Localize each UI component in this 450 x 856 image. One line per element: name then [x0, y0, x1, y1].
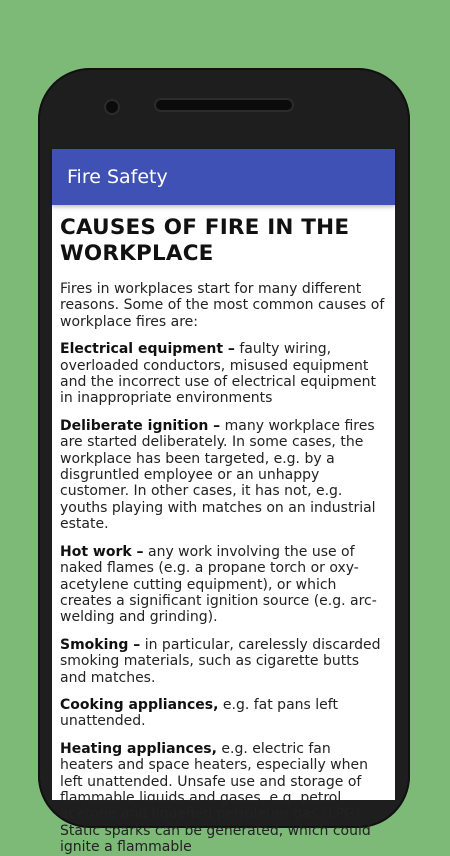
list-item [60, 637, 387, 686]
item-term: Deliberate ignition – [60, 417, 221, 434]
item-term: Cooking appliances, [60, 696, 219, 713]
item-term: Electrical equipment – [60, 341, 235, 358]
item-text: any work involving the use of naked flames (e.g. a propane torch or oxy-acetylene cutting equipment), or which creates a significant ignition source (e.g. arc-welding and grinding). [60, 543, 377, 626]
app-screen [52, 149, 395, 856]
list-item [60, 341, 387, 407]
list-item [60, 418, 387, 533]
list-item [60, 544, 387, 626]
item-text: many workplace fires are started deliberately. In some cases, the workplace has been targeted, e.g. by a disgruntled employee or an unhappy customer. In other cases, it has not, e.g. youths playing with matches on an industrial estate. [60, 417, 376, 533]
front-camera [106, 101, 118, 113]
item-text: e.g. electric fan heaters and space heaters, especially when left unattended. Unsafe use and storage of flammable liquids and gases, e.g. petrol, acetone and liquefied petroleum gas (LPG). Static sparks can be generated, which could ignite a flammable [60, 740, 371, 856]
item-text: in particular, carelessly discarded smoking materials, such as cigarette butts and matches. [60, 636, 381, 686]
item-term: Heating appliances, [60, 740, 217, 757]
article-heading: CAUSES OF FIRE IN THE WORKPLACE [60, 215, 350, 266]
item-text: faulty wiring, overloaded conductors, misused equipment and the incorrect use of electrical equipment in inappropriate environments [60, 341, 376, 407]
item-term: Hot work – [60, 543, 144, 560]
item-term: Smoking – [60, 636, 141, 653]
list-item [60, 697, 387, 730]
item-text: e.g. fat pans left unattended. [60, 696, 338, 730]
app-title: Fire Safety [67, 166, 168, 188]
article-intro: Fires in workplaces start for many different reasons. Some of the most common causes of workplace fires are: [60, 281, 385, 330]
list-item [60, 741, 387, 856]
article-content[interactable] [52, 205, 395, 856]
earpiece-speaker [156, 100, 292, 110]
app-bar [52, 149, 395, 205]
